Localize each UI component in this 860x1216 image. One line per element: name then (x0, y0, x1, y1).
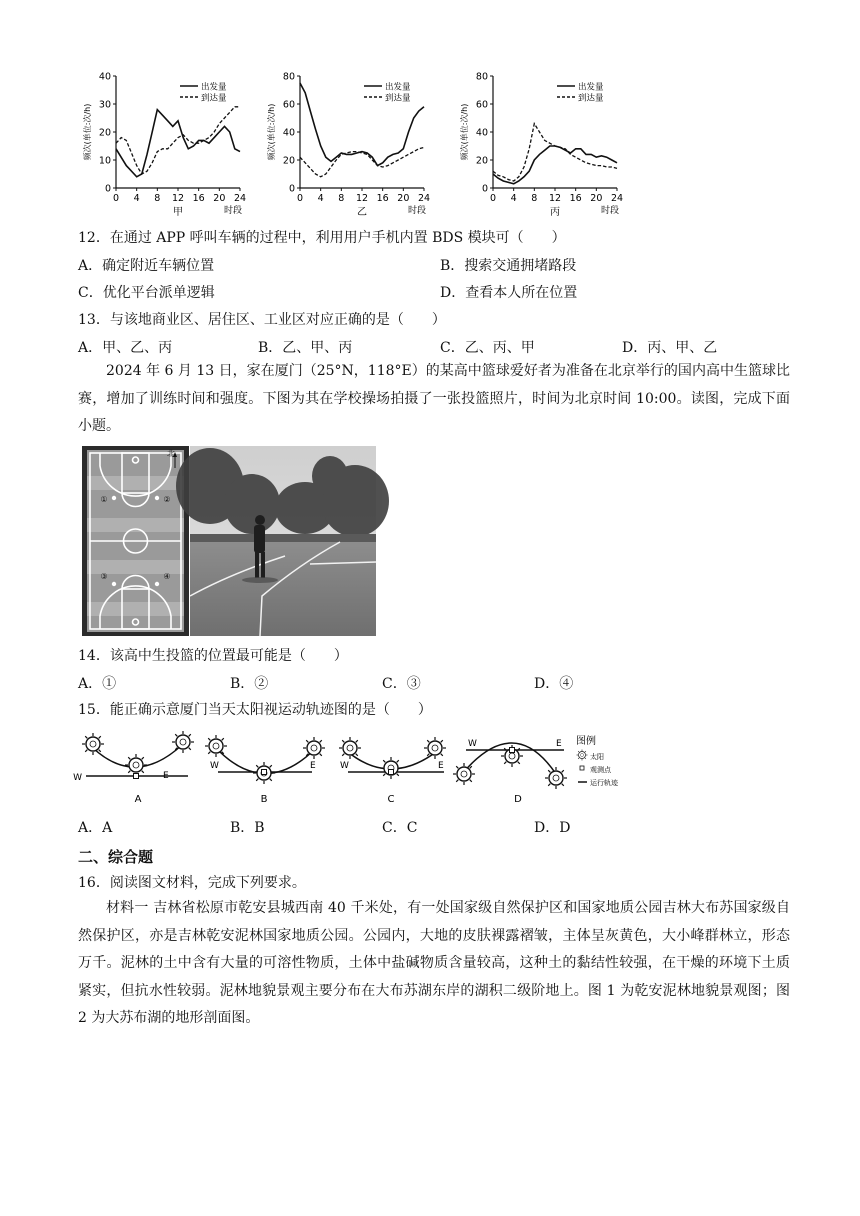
section-heading-2: 二、综合题 (78, 848, 154, 866)
question-14-stem: 14．该高中生投篮的位置最可能是（ ） (78, 648, 348, 664)
series-line-departure (493, 146, 617, 184)
y-tick-label: 20 (98, 127, 111, 139)
q14-option-d[interactable]: D．④ (534, 676, 574, 692)
y-tick-label: 60 (475, 99, 488, 111)
x-tick-label: 0 (296, 193, 304, 204)
diagram-b-east: E (310, 761, 316, 771)
legend-sun: 太阳 (590, 753, 604, 761)
q15-option-c[interactable]: C．C (382, 820, 418, 836)
x-axis-label: 时段 (407, 206, 426, 216)
diagram-a-label: A (134, 794, 142, 805)
x-tick-label: 20 (397, 193, 410, 204)
x-tick-label: 16 (376, 193, 389, 204)
observer-icon (580, 766, 584, 770)
y-tick-label: 80 (475, 71, 488, 83)
diagram-b-label: B (260, 794, 268, 805)
legend-label: 到达量 (385, 93, 411, 104)
q12-option-a[interactable]: A．确定附近车辆位置 (78, 258, 215, 274)
shooting-photo (190, 446, 376, 636)
chart-label: 甲 (173, 207, 183, 218)
x-tick-label: 24 (610, 193, 624, 204)
diagram-d-east: E (556, 739, 562, 749)
y-tick-label: 80 (282, 71, 295, 83)
court-marker-2: ② (163, 495, 171, 504)
basketball-court-diagram (82, 446, 189, 636)
chart-label: 丙 (550, 207, 560, 218)
y-tick-label: 20 (282, 155, 295, 167)
y-tick-label: 0 (481, 183, 488, 195)
x-axis-label: 时段 (223, 206, 242, 216)
question-13-stem: 13．与该地商业区、居住区、工业区对应正确的是（ ） (78, 312, 446, 328)
series-line-departure (116, 110, 240, 177)
x-tick-label: 16 (192, 193, 205, 204)
diagram-a-east: E (163, 771, 169, 781)
x-tick-label: 8 (154, 193, 161, 204)
diagram-c (339, 737, 446, 805)
y-tick-label: 20 (475, 155, 488, 167)
court-marker-4: ④ (163, 572, 171, 581)
diagram-b-west: W (210, 761, 219, 771)
x-tick-label: 24 (233, 193, 247, 204)
y-tick-label: 0 (104, 183, 111, 195)
q13-option-a[interactable]: A．甲、乙、丙 (78, 340, 173, 356)
diagram-a-west: W (73, 773, 82, 783)
q14-option-c[interactable]: C．③ (382, 676, 421, 692)
q14-option-b[interactable]: B．② (230, 676, 269, 692)
diagram-d-label: D (514, 794, 522, 805)
chart-bing (455, 70, 635, 220)
sun-legend (576, 734, 619, 787)
y-tick-label: 30 (98, 99, 111, 111)
legend-label: 出发量 (578, 82, 604, 93)
q14-option-a[interactable]: A．① (78, 676, 117, 692)
court-marker-1: ① (100, 495, 108, 504)
q13-option-d[interactable]: D．丙、甲、乙 (622, 340, 718, 356)
y-tick-label: 10 (98, 155, 111, 167)
y-tick-label: 40 (98, 71, 111, 83)
chart-yi (262, 70, 442, 220)
q15-option-b[interactable]: B．B (230, 820, 265, 836)
chart-jia (78, 70, 258, 220)
y-axis-label: 频次(单位:次/h) (267, 103, 276, 161)
question-12-stem: 12．在通过 APP 呼叫车辆的过程中，利用用户手机内置 BDS 模块可（ ） (78, 230, 566, 246)
legend-title: 图例 (576, 736, 596, 747)
legend-label: 到达量 (201, 93, 227, 104)
diagram-c-label: C (387, 794, 395, 805)
x-axis-label: 时段 (600, 206, 619, 216)
y-tick-label: 40 (282, 127, 295, 139)
question-16-stem: 16．阅读图文材料，完成下列要求。 (78, 875, 306, 891)
q15-option-a[interactable]: A．A (78, 820, 113, 836)
y-tick-label: 60 (282, 99, 295, 111)
legend-label: 到达量 (578, 93, 604, 104)
x-tick-label: 24 (417, 193, 431, 204)
y-axis-label: 频次(单位:次/h) (460, 103, 469, 161)
x-tick-label: 8 (531, 193, 538, 204)
q13-option-c[interactable]: C．乙、丙、甲 (440, 340, 535, 356)
series-line-arrival (116, 107, 240, 174)
y-axis-label: 频次(单位:次/h) (83, 103, 92, 161)
y-tick-label: 0 (288, 183, 295, 195)
q16-material-1: 材料一 吉林省松原市乾安县城西南 40 千米处，有一处国家级自然保护区和国家地质公园吉林大布苏国家级自然保护区，亦是吉林乾安泥林国家地质公园。公园内，大地的皮肤裸露褶皱，主体呈灰黄色，大小峰群林立，形态万千。泥林的土中含有大量的可溶性物质，土体中盐碱物质含量较高，这种土的黏结性较强，在干燥的环境下土质紧实，但抗水性较弱。泥林地貌景观主要分布在大布苏湖东岸的湖积二级阶地上。图 1 为乾安泥林地貌景观图；图 2 为大苏布湖的地形剖面图。 (78, 900, 790, 1026)
diagram-d (453, 739, 567, 805)
legend-label: 出发量 (201, 82, 227, 93)
sun-path-diagrams (73, 728, 638, 812)
question-15-stem: 15．能正确示意厦门当天太阳视运动轨迹图的是（ ） (78, 702, 432, 718)
x-tick-label: 20 (590, 193, 603, 204)
diagram-d-west: W (468, 739, 477, 749)
x-tick-label: 8 (338, 193, 345, 204)
x-tick-label: 0 (112, 193, 120, 204)
legend-observer: 观测点 (590, 766, 611, 774)
basketball-intro: 2024 年 6 月 13 日，家在厦门（25°N，118°E）的某高中篮球爱好者为准备在北京举行的国内高中生篮球比赛，增加了训练时间和强度。下图为其在学校操场拍摄了一张投篮照片，时间为北京时间 10:00。读图，完成下面小题。 (78, 363, 790, 434)
chart-label: 乙 (357, 207, 367, 218)
q13-option-b[interactable]: B．乙、甲、丙 (258, 340, 353, 356)
q12-option-d[interactable]: D．查看本人所在位置 (440, 285, 578, 301)
x-tick-label: 12 (171, 193, 185, 204)
x-tick-label: 16 (569, 193, 582, 204)
diagram-a (73, 731, 194, 805)
legend-track: 运行轨迹 (590, 779, 618, 787)
legend-label: 出发量 (385, 82, 411, 93)
diagram-b (205, 735, 325, 805)
series-line-arrival (493, 124, 617, 181)
court-marker-3: ③ (100, 572, 108, 581)
x-tick-label: 4 (317, 193, 324, 204)
q15-option-d[interactable]: D．D (534, 820, 571, 836)
y-tick-label: 40 (475, 127, 488, 139)
x-tick-label: 20 (213, 193, 226, 204)
north-label: 北 (167, 449, 175, 458)
x-tick-label: 4 (133, 193, 140, 204)
x-tick-label: 12 (355, 193, 369, 204)
q12-option-c[interactable]: C．优化平台派单逻辑 (78, 285, 215, 301)
x-tick-label: 0 (489, 193, 497, 204)
q12-option-b[interactable]: B．搜索交通拥堵路段 (440, 258, 577, 274)
x-tick-label: 12 (548, 193, 562, 204)
diagram-c-west: W (340, 761, 349, 771)
x-tick-label: 4 (510, 193, 517, 204)
diagram-c-east: E (438, 761, 444, 771)
